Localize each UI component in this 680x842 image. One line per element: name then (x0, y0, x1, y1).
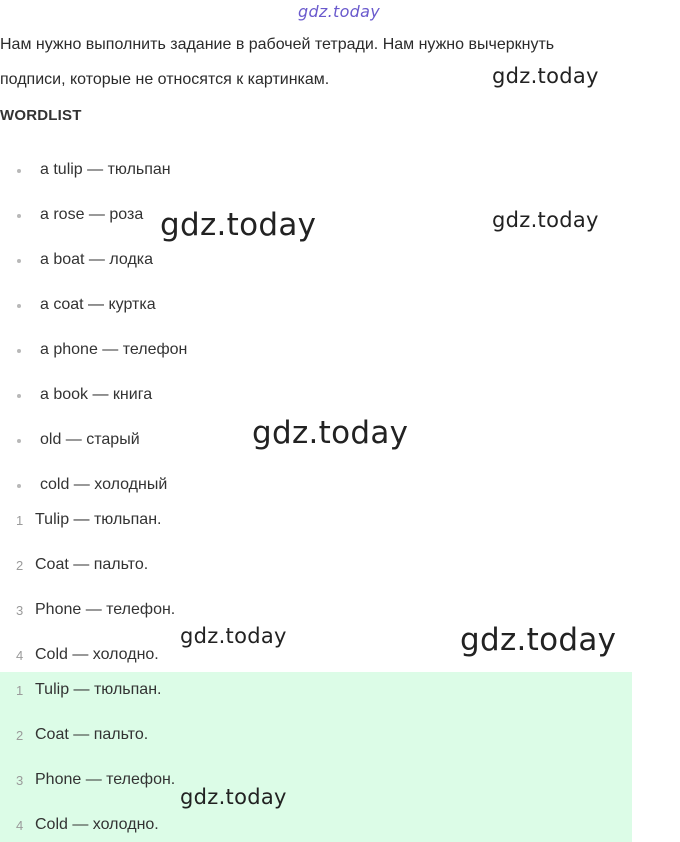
wordlist-item-text: cold — холодный (40, 476, 168, 493)
item-number: 1 (16, 513, 24, 528)
watermark: gdz.today (160, 207, 317, 243)
watermark: gdz.today (252, 415, 409, 451)
wordlist-item-text: a rose — роза (40, 206, 144, 223)
answer-text: Phone — телефон. (35, 601, 176, 618)
answer-text: Cold — холодно. (35, 646, 159, 663)
answer-text: Tulip — тюльпан. (35, 681, 162, 698)
bullet (17, 304, 21, 308)
watermark: gdz.today (492, 64, 599, 88)
answer-text: Coat — пальто. (35, 556, 149, 573)
watermark: gdz.today (180, 785, 287, 809)
bullet (17, 259, 21, 263)
wordlist-heading: WORDLIST (0, 107, 82, 124)
wordlist-item-text: a phone — телефон (40, 341, 188, 358)
watermark-top: gdz.today (298, 2, 380, 21)
wordlist-item-text: a boat — лодка (40, 251, 154, 268)
item-number: 4 (16, 818, 24, 833)
watermark: gdz.today (180, 624, 287, 648)
intro-line-2: подписи, которые не относятся к картинкам. (0, 71, 330, 88)
item-number: 4 (16, 648, 24, 663)
bullet (17, 169, 21, 173)
watermark: gdz.today (460, 622, 617, 658)
bullet (17, 349, 21, 353)
answer-text: Cold — холодно. (35, 816, 159, 833)
item-number: 3 (16, 773, 24, 788)
watermark: gdz.today (492, 208, 599, 232)
item-number: 3 (16, 603, 24, 618)
bullet (17, 394, 21, 398)
wordlist-item-text: a coat — куртка (40, 296, 156, 313)
bullet (17, 439, 21, 443)
wordlist-item-text: a tulip — тюльпан (40, 161, 171, 178)
item-number: 2 (16, 728, 24, 743)
wordlist-item-text: a book — книга (40, 386, 153, 403)
answer-text: Phone — телефон. (35, 771, 176, 788)
bullet (17, 214, 21, 218)
item-number: 2 (16, 558, 24, 573)
answer-text: Coat — пальто. (35, 726, 149, 743)
intro-line-1: Нам нужно выполнить задание в рабочей тетради. Нам нужно вычеркнуть (0, 36, 555, 53)
bullet (17, 484, 21, 488)
answer-text: Tulip — тюльпан. (35, 511, 162, 528)
item-number: 1 (16, 683, 24, 698)
wordlist-item-text: old — старый (40, 431, 140, 448)
